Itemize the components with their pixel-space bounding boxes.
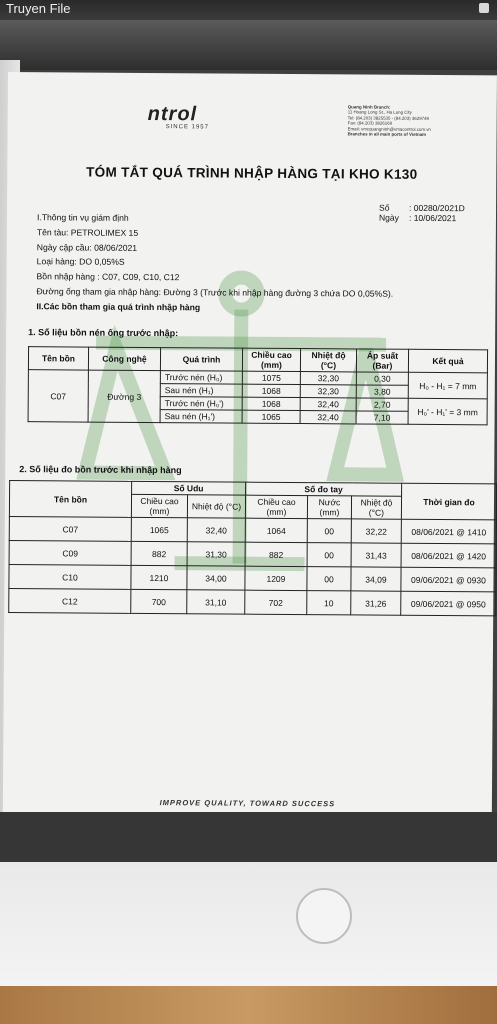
table-row: Sau nén (H₁) 1068 32,30 3,80: [28, 383, 487, 399]
menu-icon[interactable]: [479, 3, 489, 13]
branch-info: Quang Ninh Branch: 11 Hoang Long St., Ha Long City Tel: (84.203) 3825535 - (84.203) 3629749 Fax: (84.203) 3826169 Email: vmcquangninh@vmacontrol.com.vn Branches in all main ports of Vietnam: [347, 104, 431, 137]
footer-slogan: IMPROVE QUALITY, TOWARD SUCCESS: [159, 798, 336, 809]
tank-measurement-table: [8, 480, 497, 616]
logo-subtitle: SINCE 1957: [165, 124, 209, 131]
table-row: C09 882 31,30 882 00 31,43 08/06/2021 @ 1420: [9, 541, 496, 568]
table-subheader-row: Chiều cao (mm) Nhiệt độ (°C) Chiều cao (mm) Nước (mm) Nhiệt độ (°C): [9, 494, 496, 520]
document-page: [3, 72, 497, 817]
table1-heading: 1. Số liệu bồn nén ống trước nhập:: [28, 327, 179, 339]
document-meta: Số : 00280/2021D Ngày : 10/06/2021: [378, 202, 465, 224]
table-row: C10 1210 34,00 1209 00 34,09 09/06/2021 @ 0930: [9, 565, 496, 592]
app-title: Truyen File: [6, 1, 71, 16]
document-title: TÓM TẮT QUÁ TRÌNH NHẬP HÀNG TẠI KHO K130: [86, 164, 418, 182]
table-header-row: Tên bồn Số Udu Số đo tay Thời gian đo: [10, 481, 497, 497]
table-row: C07 1065 32,40 1064 00 32,22 08/06/2021 @ 1410: [9, 517, 496, 544]
table-row: Sau nén (H₁') 1065 32,40 7,10: [28, 409, 487, 425]
viewer-background: [0, 20, 497, 70]
pressure-test-table: [28, 346, 489, 425]
table-header-row: Tên bồn Công nghệ Quá trình Chiều cao (mm) Nhiệt độ (°C) Áp suất (Bar) Kết quả: [28, 347, 487, 373]
table-row: Trước nén (H₀') 1068 32,40 2,70 H₀' - H₁' = 3 mm: [28, 396, 487, 412]
home-button[interactable]: [296, 888, 352, 944]
survey-info: I.Thông tin vụ giám định Tên tàu: PETROLIMEX 15 Ngày cập cầu: 08/06/2021 Loại hàng: DO 0,05%S Bồn nhập hàng : C07, C09, C10, C12 Đường ống tham gia nhập hàng: Đường 3 (Trước khi nhập hàng đường 3 chứa DO 0,05%S). II.Các bồn tham gia quá trình nhập hàng: [36, 212, 394, 313]
table2-heading: 2. Số liệu đo bồn trước khi nhập hàng: [19, 464, 182, 476]
table-row: C07 Đường 3 Trước nén (H₀) 1075 32,30 0,30 H₀ - H₁ = 7 mm: [28, 370, 487, 386]
wooden-table: [0, 986, 497, 1024]
company-logo: ntrol: [147, 102, 198, 126]
viewer-title-bar: [0, 0, 497, 20]
table-row: C12 700 31,10 702 10 31,26 09/06/2021 @ 0950: [9, 589, 496, 616]
